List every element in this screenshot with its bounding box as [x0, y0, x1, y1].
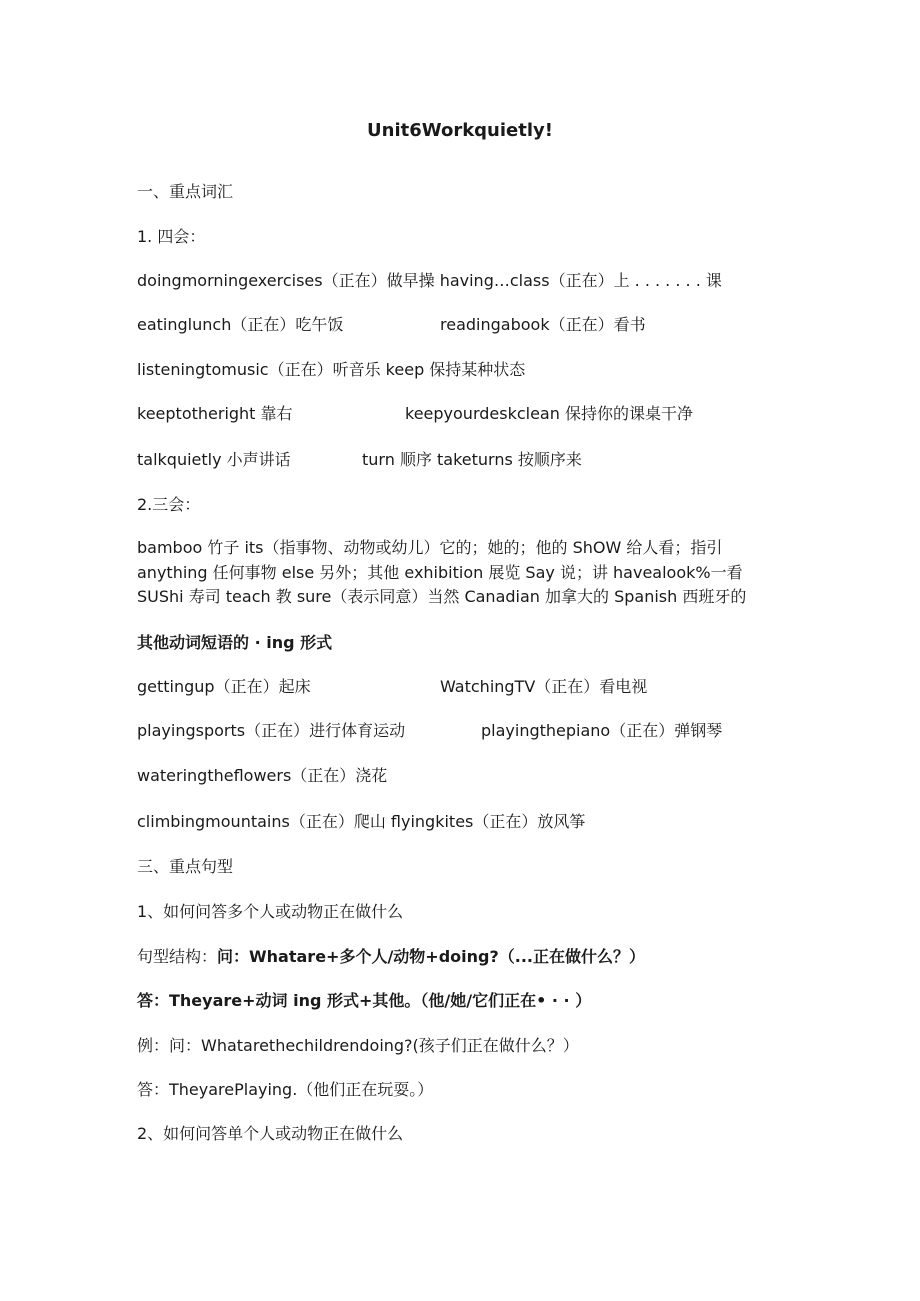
pattern-1-example-answer: 答：TheyarePlaying.（他们正在玩耍。）	[137, 1080, 434, 1099]
ing-line-1b: WatchingTV（正在）看电视	[440, 677, 648, 696]
ing-line-4: climbingmountains（正在）爬山 flyingkites（正在）放风筝	[137, 812, 586, 831]
ing-line-2a: playingsports（正在）进行体育运动	[137, 721, 406, 740]
four-skills-label: 1. 四会：	[137, 227, 206, 246]
vocab-line-2b: readingabook（正在）看书	[440, 315, 646, 334]
section-heading-vocabulary: 一、重点词汇	[137, 182, 234, 201]
pattern-2-title: 2、如何问答单个人或动物正在做什么	[137, 1124, 404, 1143]
vocab-line-4b: keepyourdeskclean 保持你的课桌干净	[405, 404, 693, 423]
ing-line-1a: gettingup（正在）起床	[137, 677, 311, 696]
vocab-line-4a: keeptotheright 靠右	[137, 404, 293, 423]
pattern-1-example-question: 例：问：Whatarethechildrendoing?(孩子们正在做什么？）	[137, 1036, 579, 1055]
ing-line-2b: playingthepiano（正在）弹钢琴	[481, 721, 723, 740]
pattern-1-structure-label: 句型结构：	[137, 947, 218, 966]
pattern-1-title: 1、如何问答多个人或动物正在做什么	[137, 902, 404, 921]
document-title: Unit6Workquietly!	[367, 120, 553, 141]
vocab-line-3: listeningtomusic（正在）听音乐 keep 保持某种状态	[137, 360, 526, 379]
vocab-line-2a: eatinglunch（正在）吃午饭	[137, 315, 344, 334]
section-heading-sentences: 三、重点句型	[137, 857, 234, 876]
ing-forms-heading: 其他动词短语的 · ing 形式	[137, 633, 333, 652]
three-skills-paragraph: bamboo 竹子 its（指事物、动物或幼儿）它的；她的；他的 ShOW 给人看；指引 anything 任何事物 else 另外；其他 exhibition 展览 Say 说；讲 havealook%一看 SUShi 寿司 teach 教 sure（表示同意）当然 Canadian 加拿大的 Spanish 西班牙的	[137, 538, 747, 606]
vocab-line-5b: turn 顺序 taketurns 按顺序来	[362, 450, 582, 469]
pattern-1-structure-text: 问：Whatare+多个人/动物+doing?（...正在做什么？）	[217, 947, 645, 966]
pattern-1-answer: 答：Theyare+动词 ing 形式+其他。（他/她/它们正在• · · ）	[137, 991, 592, 1010]
vocab-line-5a: talkquietly 小声讲话	[137, 450, 291, 469]
pattern-1-structure	[137, 944, 645, 967]
ing-line-3: wateringtheflowers（正在）浇花	[137, 766, 388, 785]
vocab-line-1: doingmorningexercises（正在）做早操 having…class（正在）上 . . . . . . . 课	[137, 271, 722, 290]
three-skills-label: 2.三会：	[137, 495, 201, 514]
